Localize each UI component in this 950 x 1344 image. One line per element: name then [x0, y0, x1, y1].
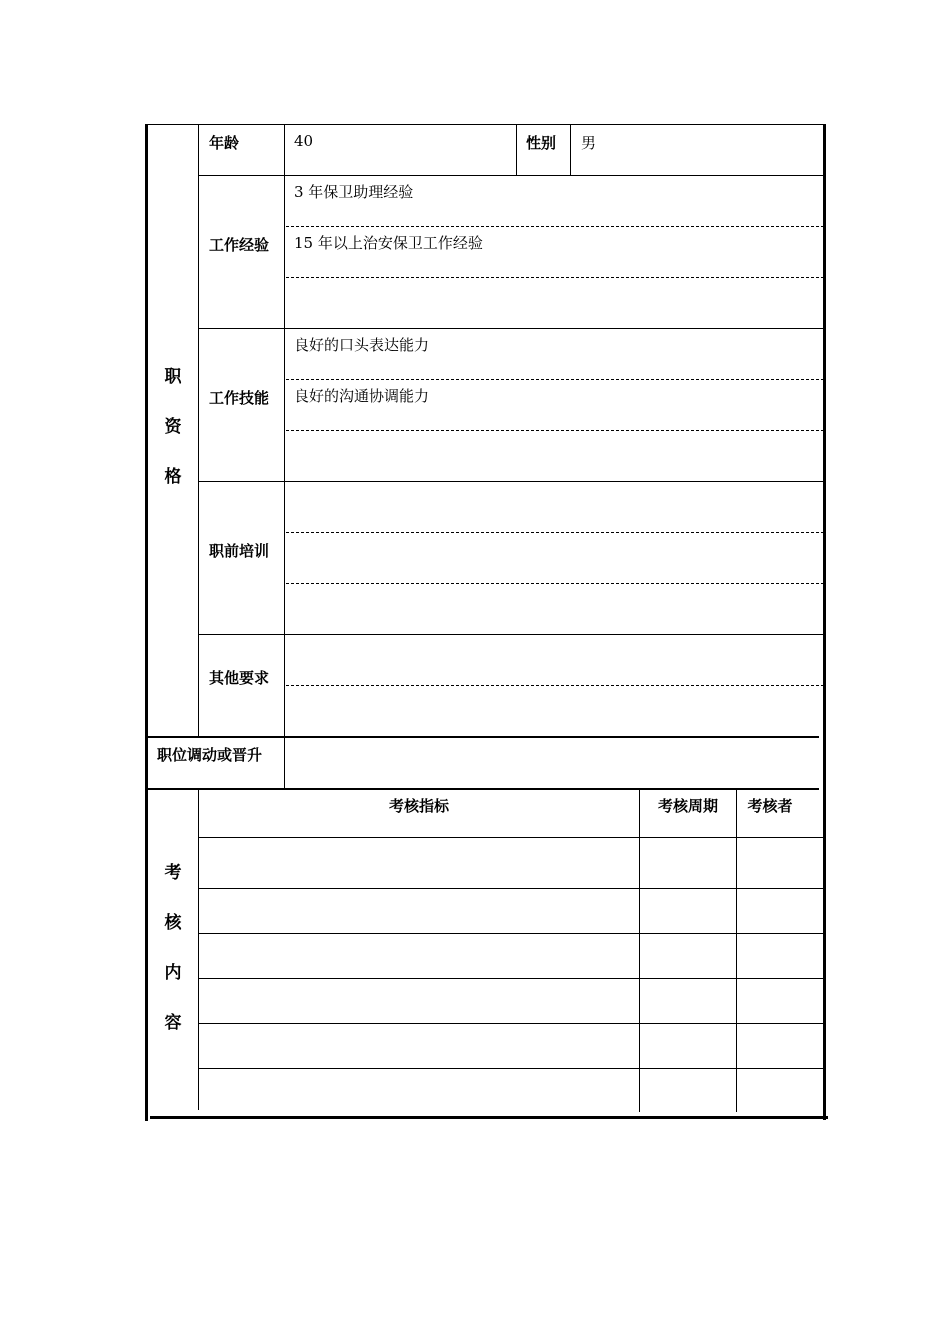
skills-line: 良好的口头表达能力: [294, 336, 430, 354]
qualification-side-char: 资: [164, 417, 182, 437]
outer-border-bottom: [150, 1116, 828, 1119]
other-dash-1: [286, 685, 824, 686]
assessment-row-line-4: [198, 1023, 824, 1024]
gender-value: 男: [581, 134, 597, 152]
transfer-row-bottom: [148, 788, 819, 790]
age-value: 40: [294, 132, 314, 150]
age-row-bottom: [198, 175, 824, 176]
assessment-col-divider-2: [736, 790, 737, 1112]
assessment-side-char: 考: [164, 863, 182, 883]
experience-row-bottom: [198, 328, 824, 329]
experience-label: 工作经验: [209, 236, 270, 254]
assessment-side-char: 核: [164, 913, 182, 933]
age-label: 年龄: [209, 134, 240, 152]
training-dash-1: [286, 532, 824, 533]
gender-label: 性别: [526, 134, 557, 152]
age-value-divider: [516, 124, 517, 175]
experience-dash-1: [286, 226, 824, 227]
experience-line: 15 年以上治安保卫工作经验: [294, 234, 483, 252]
assessment-header-bottom: [198, 837, 824, 838]
top-border: [148, 124, 824, 125]
assessment-header-indicator: 考核指标: [388, 797, 449, 815]
assessment-row-line-1: [198, 888, 824, 889]
skills-row-bottom: [198, 481, 824, 482]
experience-line: 3 年保卫助理经验: [294, 183, 414, 201]
assessment-header-period: 考核周期: [657, 797, 718, 815]
assessment-row-line-5: [198, 1068, 824, 1069]
transfer-label: 职位调动或晋升: [157, 746, 263, 764]
assessment-row-line-2: [198, 933, 824, 934]
training-dash-2: [286, 583, 824, 584]
assessment-side-char: 容: [164, 1013, 182, 1033]
skills-dash-1: [286, 379, 824, 380]
skills-dash-2: [286, 430, 824, 431]
outer-border-left: [145, 124, 148, 1121]
qualification-section-bottom: [148, 736, 819, 738]
assessment-row-line-3: [198, 978, 824, 979]
assessment-header-assessor: 考核者: [747, 797, 793, 815]
side-column-divider-lower: [198, 790, 199, 1110]
label-column-divider: [284, 124, 285, 788]
training-label: 职前培训: [209, 542, 270, 560]
other-requirements-label: 其他要求: [209, 669, 270, 687]
skills-line: 良好的沟通协调能力: [294, 387, 430, 405]
training-row-bottom: [198, 634, 824, 635]
side-column-divider: [198, 124, 199, 737]
assessment-col-divider-1: [639, 790, 640, 1112]
assessment-side-char: 内: [164, 963, 182, 983]
gender-label-divider: [570, 124, 571, 175]
experience-dash-2: [286, 277, 824, 278]
outer-border-right: [823, 124, 826, 1120]
skills-label: 工作技能: [209, 389, 270, 407]
qualification-side-char: 格: [164, 467, 182, 487]
qualification-side-char: 职: [164, 367, 182, 387]
